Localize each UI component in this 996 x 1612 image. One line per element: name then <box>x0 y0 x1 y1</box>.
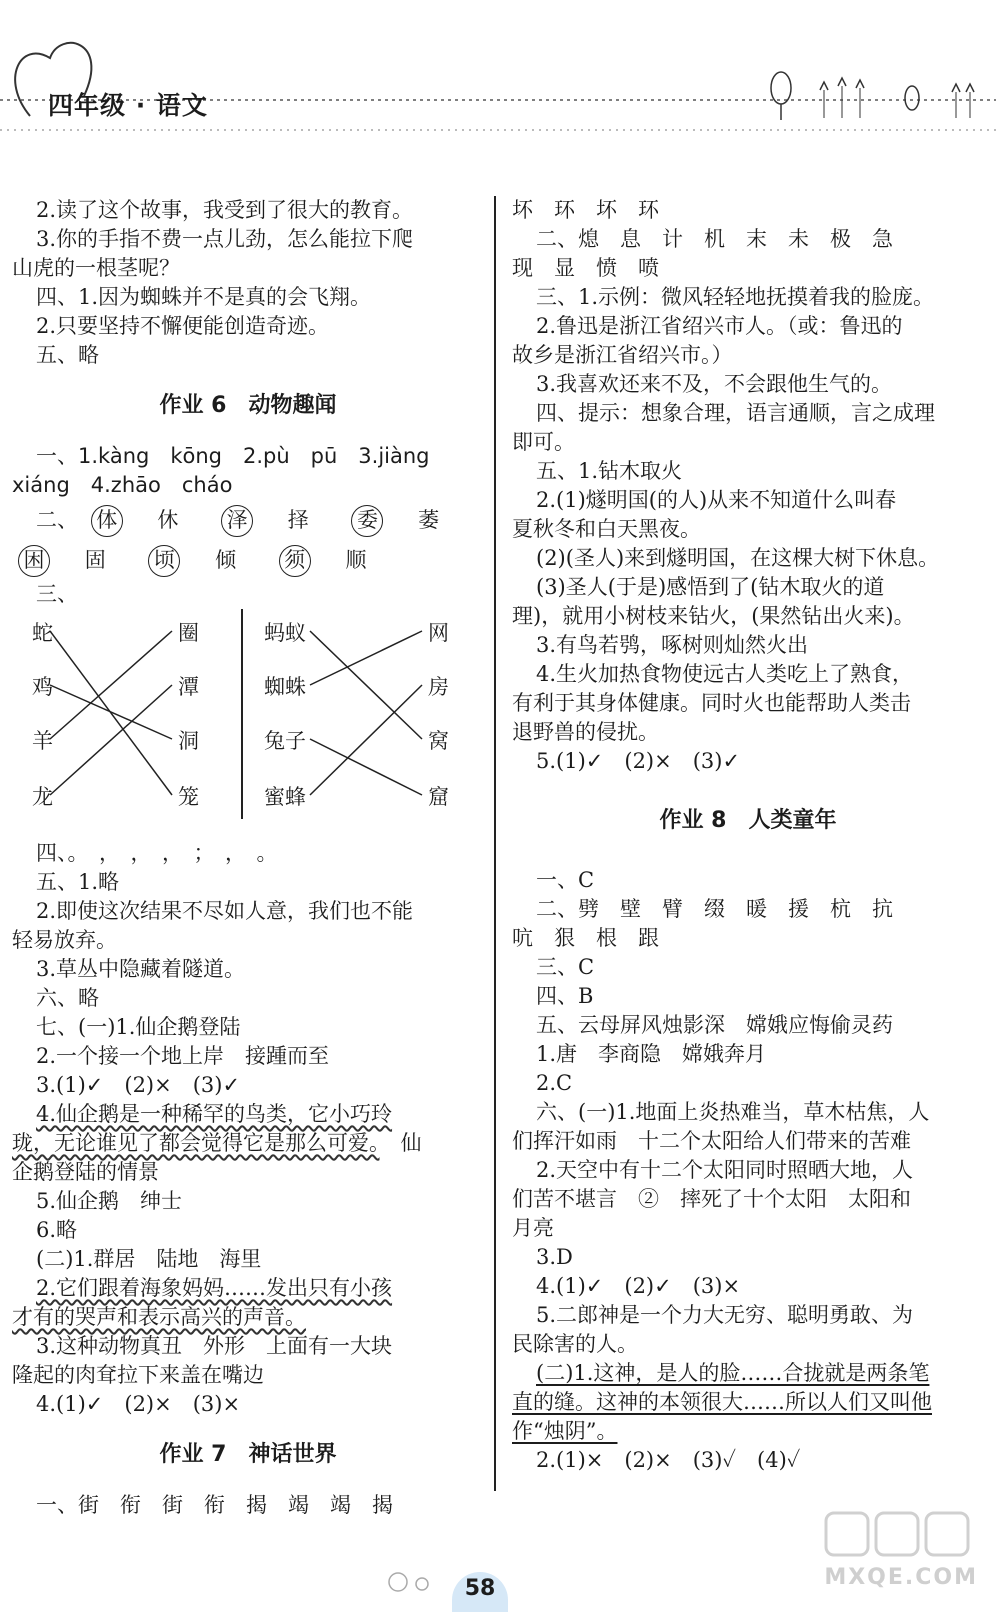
text-line: 五、1.略 <box>36 870 120 894</box>
text-line: 2.读了这个故事，我受到了很大的教育。 <box>36 198 414 222</box>
watermark-logo-icon <box>824 1511 974 1561</box>
char-row-1 <box>12 500 484 540</box>
text-line: 退野兽的侵扰。 <box>512 720 659 744</box>
text-line: 3.D <box>536 1245 573 1269</box>
text-line: 2.只要坚持不懈便能创造奇迹。 <box>36 314 330 338</box>
column-divider <box>494 196 496 1491</box>
text-line <box>12 1303 484 1332</box>
text-line: (2)(圣人)来到燧明国，在这棵大树下休息。 <box>536 546 940 570</box>
text-line <box>12 1100 484 1129</box>
match-home: 窝 <box>428 729 449 753</box>
text-line <box>512 1388 984 1417</box>
text-line: 轻易放弃。 <box>12 928 117 952</box>
text-line: 4.生火加热食物使远古人类吃上了熟食， <box>536 662 914 686</box>
question-label: 三、 <box>36 582 78 606</box>
text-line: 四、B <box>536 984 594 1008</box>
text-line: 2.天空中有十二个太阳同时照晒大地，人 <box>536 1158 914 1182</box>
match-animal: 蜘蛛 <box>264 675 306 699</box>
match-animal: 龙 <box>32 785 53 809</box>
match-animal: 羊 <box>32 729 53 753</box>
text-line: 三、C <box>536 955 595 979</box>
text-line: 2.鲁迅是浙江省绍兴市人。（或：鲁迅的 <box>536 314 903 338</box>
circled-char: 体 <box>91 505 123 537</box>
circled-char: 须 <box>279 545 311 577</box>
char: 顺 <box>345 548 367 572</box>
match-home: 网 <box>428 621 449 645</box>
page-header <box>0 0 996 150</box>
text-line: 七、(一)1.仙企鹅登陆 <box>36 1015 241 1039</box>
match-home: 窟 <box>428 785 449 809</box>
text-line: 2.即使这次结果不尽如人意，我们也不能 <box>36 899 414 923</box>
matching-exercise <box>12 609 484 839</box>
match-animal: 蛇 <box>32 621 53 645</box>
text-line: 2.(1)× (2)× (3)✓ (4)✓ <box>536 1448 801 1472</box>
char: 休 <box>157 508 179 532</box>
text-line: 月亮 <box>512 1216 554 1240</box>
char: 倾 <box>215 548 237 572</box>
watermark-text: MXQE.COM <box>824 1565 978 1590</box>
section-title-hw6: 作业 6 动物趣闻 <box>159 393 337 418</box>
text-line: 5.二郎神是一个力大无穷、聪明勇敢、为 <box>536 1303 914 1327</box>
match-animal: 兔子 <box>264 729 306 753</box>
text-line: 3.我喜欢还来不及，不会跟他生气的。 <box>536 372 893 396</box>
match-home: 房 <box>428 675 449 699</box>
text-line: 六、(一)1.地面上炎热难当，草木枯焦，人 <box>536 1100 930 1124</box>
text-line: 3.有鸟若鸮，啄树则灿然火出 <box>536 633 809 657</box>
text-line: 4.(1)✓ (2)× (3)× <box>36 1392 241 1416</box>
pinyin-line: 一、1.kàng kōng 2.pù pū 3.jiàng <box>36 444 430 468</box>
text-line <box>512 1359 984 1388</box>
match-animal: 蚂蚁 <box>264 621 306 645</box>
text-line: 坏 环 坏 环 <box>512 198 659 222</box>
text-line: 现 显 愤 喷 <box>512 256 659 280</box>
text-line: 夏秋冬和白天黑夜。 <box>512 517 701 541</box>
text-line: 6.略 <box>36 1218 78 1242</box>
pinyin-line: xiáng 4.zhāo cháo <box>12 473 233 497</box>
text-line <box>512 1417 984 1446</box>
watermark <box>824 1511 978 1590</box>
match-home: 笼 <box>178 785 199 809</box>
text-line: 民除害的人。 <box>512 1332 638 1356</box>
underlined-text: 2.它们跟着海象妈妈……发出只有小孩 <box>36 1276 393 1300</box>
text-line: 3.这种动物真丑 外形 上面有一大块 <box>36 1334 393 1358</box>
text-line: 隆起的肉耷拉下来盖在嘴边 <box>12 1363 264 1387</box>
text-line: 3.(1)✓ (2)× (3)✓ <box>36 1073 241 1097</box>
text-line: 们挥汗如雨 十二个太阳给人们带来的苦难 <box>512 1129 911 1153</box>
char: 固 <box>84 548 106 572</box>
underlined-text: (二)1.这神，是人的脸……合拢就是两条笔 <box>536 1361 930 1385</box>
text-line: 2.一个接一个地上岸 接踵而至 <box>36 1044 330 1068</box>
right-column <box>512 196 984 1475</box>
text-line: 3.草丛中隐藏着隧道。 <box>36 957 246 981</box>
page-number: 58 <box>452 1572 508 1612</box>
text-line: 3.你的手指不费一点儿劲，怎么能拉下爬 <box>36 227 414 251</box>
match-animal: 蜜蜂 <box>264 785 306 809</box>
section-title-hw7: 作业 7 神话世界 <box>159 1442 337 1467</box>
text-line: 五、1.钻木取火 <box>536 459 683 483</box>
text-line: 1.唐 李商隐 嫦娥奔月 <box>536 1042 767 1066</box>
text-line <box>12 1274 484 1303</box>
char: 择 <box>287 508 309 532</box>
text-line: 一、C <box>536 868 595 892</box>
char-row-2 <box>12 540 484 580</box>
text-line: (3)圣人(于是)感悟到了(钻木取火的道 <box>536 575 885 599</box>
text-line: 三、1.示例：微风轻轻地抚摸着我的脸庞。 <box>536 285 935 309</box>
match-home: 潭 <box>178 675 199 699</box>
match-home: 洞 <box>178 729 199 753</box>
left-column <box>12 196 484 1520</box>
underlined-text: 作“烛阴”。 <box>512 1419 618 1443</box>
text-line: 5.(1)✓ (2)× (3)✓ <box>536 749 741 773</box>
section-title-hw8: 作业 8 人类童年 <box>659 808 837 833</box>
underlined-text: 才有的哭声和表示高兴的声音。 <box>12 1305 306 1329</box>
text: 仙 <box>379 1131 422 1155</box>
text-line: 四、。 ， ， ， ； ， 。 <box>36 841 278 865</box>
text-line: 二、熄 息 计 机 末 未 极 急 <box>536 227 893 251</box>
text-line: 四、1.因为蜘蛛并不是真的会飞翔。 <box>36 285 372 309</box>
underlined-text: 4.仙企鹅是一种稀罕的鸟类，它小巧玲 <box>36 1102 393 1126</box>
text-line: 吭 狠 根 跟 <box>512 926 659 950</box>
text-line: 即可。 <box>512 430 575 454</box>
grade-subject-title: 四年级 · 语文 <box>48 91 208 120</box>
underlined-text: 直的缝。这神的本领很大……所以人们又叫他 <box>512 1390 932 1414</box>
circled-char: 顷 <box>148 545 180 577</box>
circled-char: 委 <box>351 505 383 537</box>
text-line: 二、劈 壁 臂 缀 暖 援 杭 抗 <box>536 897 893 921</box>
question-label: 二、 <box>36 508 78 532</box>
header-decoration <box>0 0 996 150</box>
text-line <box>12 1129 484 1158</box>
text-line: 们苦不堪言 ② 摔死了十个太阳 太阳和 <box>512 1187 911 1211</box>
text-line: 2.C <box>536 1071 573 1095</box>
text-line: 5.仙企鹅 绅士 <box>36 1189 183 1213</box>
underlined-text: 珑，无论谁见了都会觉得它是那么可爱。 <box>12 1131 380 1155</box>
circled-char: 泽 <box>221 505 253 537</box>
text-line: 理)，就用小树枝来钻火，(果然钻出火来)。 <box>512 604 915 628</box>
text-line: 2.(1)燧明国(的人)从来不知道什么叫春 <box>536 488 897 512</box>
char: 萎 <box>418 508 440 532</box>
text-line: 4.(1)✓ (2)✓ (3)× <box>536 1274 741 1298</box>
text-line: 有利于其身体健康。同时火也能帮助人类击 <box>512 691 911 715</box>
text-line: 企鹅登陆的情景 <box>12 1160 159 1184</box>
text-line: 五、云母屏风烛影深 嫦娥应悔偷灵药 <box>536 1013 893 1037</box>
text-line: 故乡是浙江省绍兴市。） <box>512 343 733 367</box>
text-line: 五、略 <box>36 343 99 367</box>
footer-circles-decoration <box>386 1566 446 1596</box>
match-animal: 鸡 <box>32 675 53 699</box>
text-line: 四、提示：想象合理，语言通顺，言之成理 <box>536 401 935 425</box>
matching-lines <box>12 609 484 839</box>
text-line: 一、街 衔 街 衔 揭 竭 竭 揭 <box>36 1493 393 1517</box>
circled-char: 困 <box>18 545 50 577</box>
text-line: (二)1.群居 陆地 海里 <box>36 1247 262 1271</box>
text-line: 六、略 <box>36 986 99 1010</box>
match-home: 圈 <box>178 621 199 645</box>
text-line: 山虎的一根茎呢？ <box>12 256 180 280</box>
